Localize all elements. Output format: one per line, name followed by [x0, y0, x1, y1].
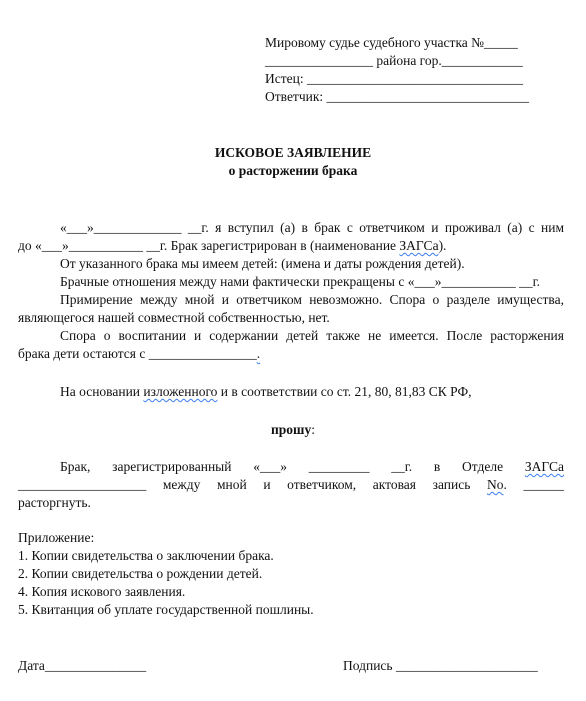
upbringing-line: Спора о воспитании и содержании детей также не имеется. После расторжения [60, 328, 564, 343]
district-text: района гор.____________ [373, 53, 523, 68]
signature-field: Подпись _____________________ [343, 658, 538, 673]
plaintiff-line: Истец: ________________________________ [265, 71, 523, 86]
district-line [265, 52, 523, 70]
basis-text-end: и в соответствии со ст. 21, 80, 81,83 СК РФ, [217, 384, 472, 399]
children-stay-end: . [256, 346, 261, 361]
demand-zags-word: ЗАГСа [524, 459, 564, 474]
reconciliation-line: Примирение между мной и ответчиком невозможно. Спора о разделе имущества, [60, 292, 564, 307]
demand-text-2: ___________________ между мной и ответчиком, актовая запись [18, 477, 487, 492]
request-colon: : [311, 422, 315, 437]
property-line: являющегося нашей совместной собственностью, нет. [18, 310, 330, 325]
appendix-item: 1. Копии свидетельства о заключении брака. [18, 548, 274, 563]
basis-line [60, 383, 471, 401]
demand-line-1 [60, 458, 564, 476]
relations-ended-line: Брачные отношения между нами фактически прекращены с «___»___________ __г. [60, 274, 540, 289]
record-number-word: No [487, 477, 504, 492]
registration-line [18, 237, 446, 255]
registration-end: ). [438, 238, 447, 253]
request-line [0, 421, 586, 439]
appendix-item: 4. Копия искового заявления. [18, 584, 186, 599]
document-subtitle: о расторжении брака [228, 163, 358, 178]
basis-text-start: На основании [60, 384, 144, 399]
demand-text-1: Брак, зарегистрированный «___» _________ __г. в Отделе [60, 459, 525, 474]
marriage-date-line: «___»_____________ __г. я вступил (а) в брак с ответчиком и проживал (а) с ним [60, 220, 564, 235]
defendant-line: Ответчик: ______________________________ [265, 89, 530, 104]
zags-word: ЗАГСа [399, 238, 439, 253]
basis-spell-word: изложенного [143, 384, 218, 399]
demand-line-3: расторгнуть. [18, 495, 91, 510]
judge-line: Мировому судье судебного участка №_____ [265, 35, 518, 50]
record-number-blank: . ______ [503, 477, 564, 492]
registration-text: до «___»___________ __г. Брак зарегистрирован в (наименование [18, 238, 400, 253]
appendix-heading: Приложение: [18, 530, 95, 545]
document-title: ИСКОВОЕ ЗАЯВЛЕНИЕ [214, 145, 372, 160]
demand-line-2 [18, 476, 564, 494]
district-blank: ________________ [265, 53, 373, 68]
request-word: прошу [271, 422, 312, 437]
appendix-item: 5. Квитанция об уплате государственной пошлины. [18, 602, 314, 617]
children-stay-text: брака дети остаются с ________________ [18, 346, 257, 361]
date-field: Дата_______________ [18, 658, 147, 673]
children-stay-line [18, 345, 260, 363]
appendix-item: 2. Копии свидетельства о рождении детей. [18, 566, 263, 581]
children-line: От указанного брака мы имеем детей: (имена и даты рождения детей). [60, 256, 465, 271]
